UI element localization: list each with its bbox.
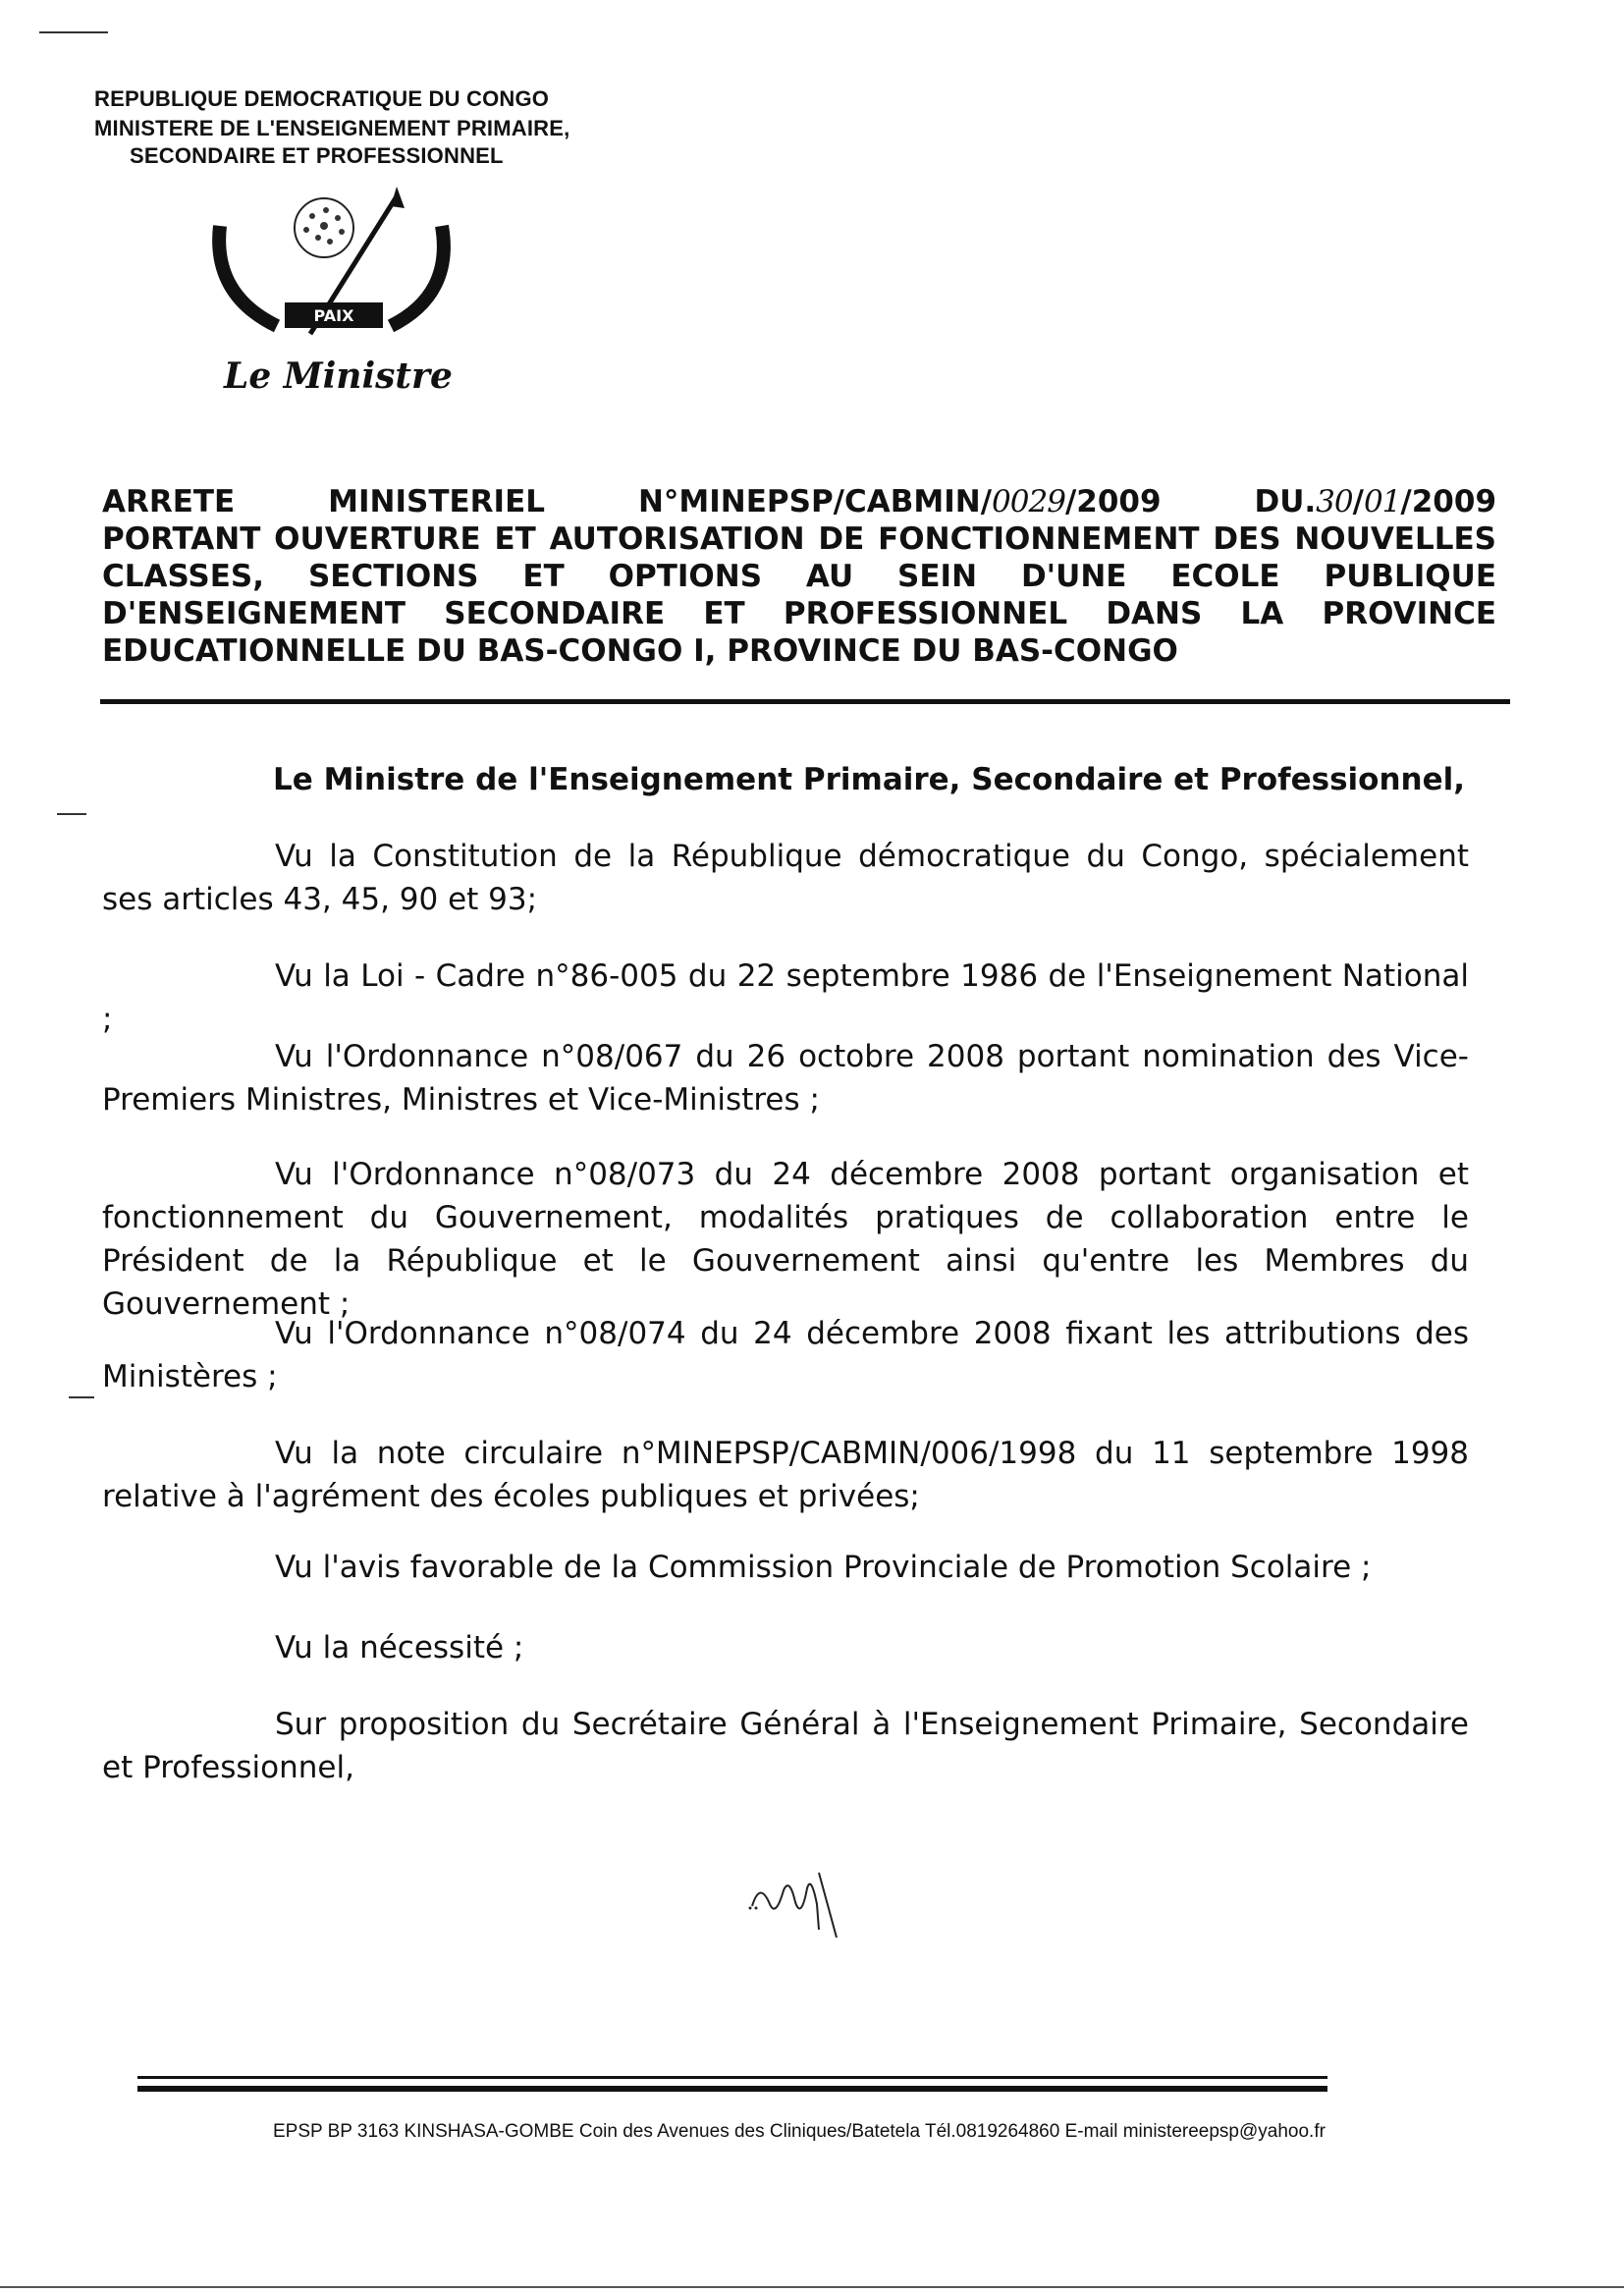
decree-line-5: EDUCATIONNELLE DU BAS-CONGO I, PROVINCE DU BAS-CONGO xyxy=(102,633,1178,669)
decree-line-4: D'ENSEIGNEMENT SECONDAIRE ET PROFESSIONNEL DANS LA PROVINCE xyxy=(102,596,1496,631)
header-ministry-2: SECONDAIRE ET PROFESSIONNEL xyxy=(130,143,504,168)
scan-artifact xyxy=(57,813,86,815)
recital-ordonnance-073: Vu l'Ordonnance n°08/073 du 24 décembre 2008 portant organisation et fonctionnement du Gouvernement, modalités pratiques de collaboration entre le Président de la République et le Gouvernement ainsi qu'entre les Membres du Gouvernement ; xyxy=(102,1157,1469,1322)
decree-date-prefix: DU. xyxy=(1254,484,1317,519)
scan-edge xyxy=(0,2286,1624,2288)
emblem-banner-text: PAIX xyxy=(313,306,354,325)
footer-divider-thick xyxy=(137,2086,1327,2092)
footer-contact: EPSP BP 3163 KINSHASA-GOMBE Coin des Avenues des Cliniques/Batetela Tél.0819264860 E-mail ministereepsp@yahoo.fr xyxy=(273,2121,1326,2142)
title-divider xyxy=(100,699,1510,704)
decree-word-arrete: ARRETE xyxy=(102,484,236,519)
header-ministry: MINISTERE DE L'ENSEIGNEMENT PRIMAIRE, xyxy=(94,116,570,140)
decree-word-ministeriel: MINISTERIEL xyxy=(328,484,546,519)
initials-signature xyxy=(746,1861,854,1939)
recital-ordonnance-067: Vu l'Ordonnance n°08/067 du 26 octobre 2008 portant nomination des Vice-Premiers Ministres, Ministres et Vice-Ministres ; xyxy=(102,1039,1469,1118)
decree-date-slash: / xyxy=(1352,484,1364,519)
signatory-title: Le Ministre xyxy=(224,355,453,397)
recital-constitution: Vu la Constitution de la République démocratique du Congo, spécialement ses articles 43, 45, 90 et 93; xyxy=(102,839,1469,917)
recital-loi-cadre: Vu la Loi - Cadre n°86-005 du 22 septembre 1986 de l'Enseignement National ; xyxy=(102,958,1469,1037)
recital-avis-favorable: Vu l'avis favorable de la Commission Provinciale de Promotion Scolaire ; xyxy=(275,1550,1372,1585)
decree-date-year: /2009 xyxy=(1400,484,1497,519)
decree-line-2: PORTANT OUVERTURE ET AUTORISATION DE FONCTIONNEMENT DES NOUVELLES xyxy=(102,521,1496,557)
recital-proposition: Sur proposition du Secrétaire Général à l'Enseignement Primaire, Secondaire et Professionnel, xyxy=(102,1707,1469,1785)
minister-heading: Le Ministre de l'Enseignement Primaire, Secondaire et Professionnel, xyxy=(273,762,1466,797)
decree-date-month: 01 xyxy=(1363,484,1401,519)
scan-artifact xyxy=(69,1396,94,1398)
decree-number-year: /2009 xyxy=(1064,484,1162,519)
decree-number xyxy=(638,484,1162,519)
decree-number-handwritten: 0029 xyxy=(992,484,1065,519)
header-republic: REPUBLIQUE DEMOCRATIQUE DU CONGO xyxy=(94,86,550,111)
decree-date-day: 30 xyxy=(1316,484,1353,519)
footer-divider-thin xyxy=(137,2076,1327,2079)
decree-line-3: CLASSES, SECTIONS ET OPTIONS AU SEIN D'UNE ECOLE PUBLIQUE xyxy=(102,559,1496,594)
decree-line-1 xyxy=(102,483,1496,520)
recital-ordonnance-074: Vu l'Ordonnance n°08/074 du 24 décembre 2008 fixant les attributions des Ministères ; xyxy=(102,1316,1469,1394)
scan-artifact xyxy=(39,31,108,33)
recital-necessite: Vu la nécessité ; xyxy=(275,1630,524,1665)
recital-note-circulaire: Vu la note circulaire n°MINEPSP/CABMIN/006/1998 du 11 septembre 1998 relative à l'agrément des écoles publiques et privées; xyxy=(102,1436,1469,1514)
coat-of-arms-emblem xyxy=(208,187,473,354)
decree-number-prefix: N°MINEPSP/CABMIN/ xyxy=(637,484,993,519)
decree-title xyxy=(102,483,1496,670)
decree-date xyxy=(1254,484,1496,519)
